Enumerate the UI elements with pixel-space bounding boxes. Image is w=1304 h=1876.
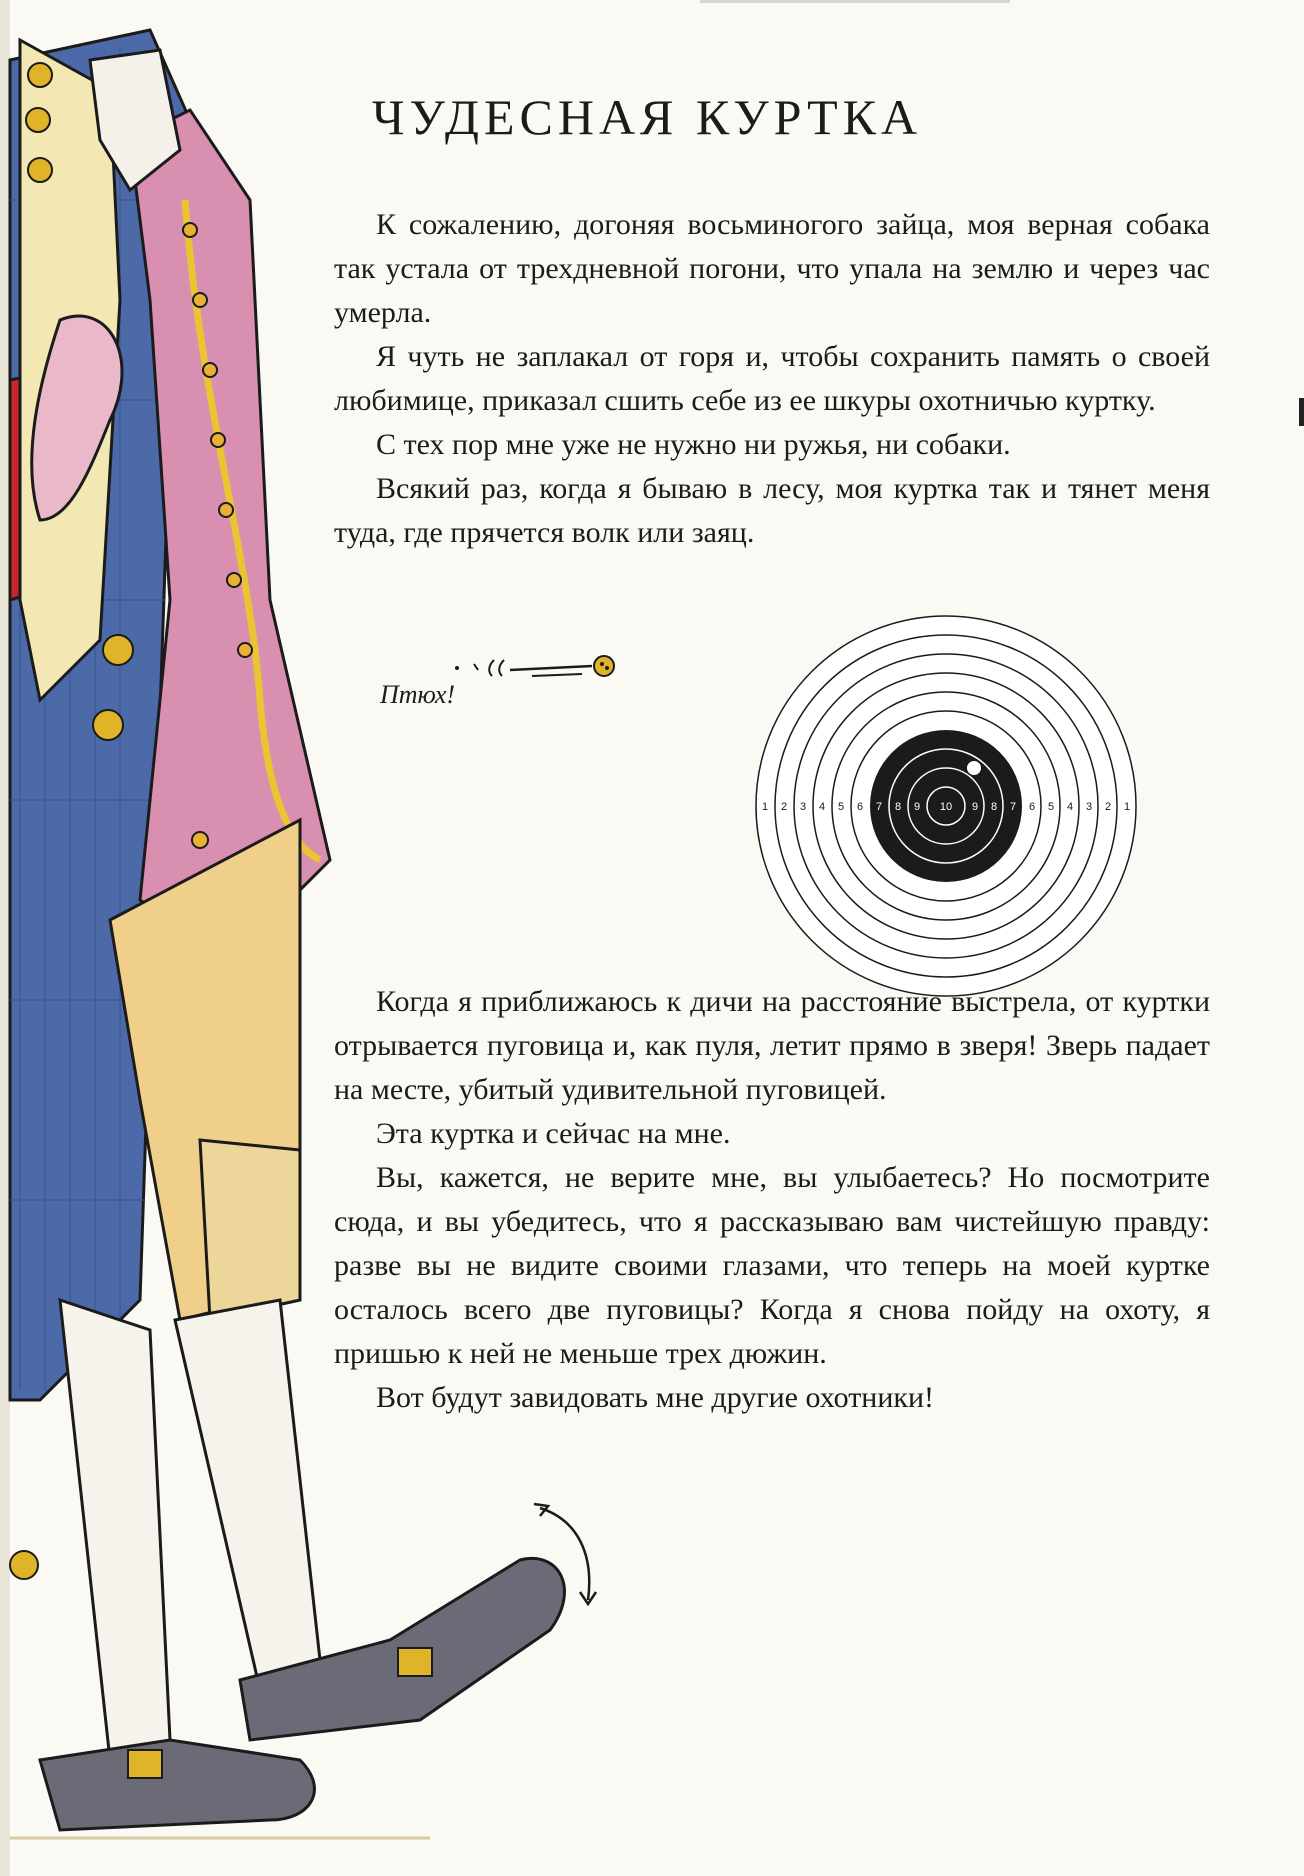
paragraph: К сожалению, догоняя восьминогого зайца, моя верная собака так устала от трехдневной погони, что упала на землю и через час умерла. — [334, 208, 1210, 329]
score-left: 8 — [894, 801, 902, 813]
score-right: 3 — [1085, 801, 1093, 813]
score-right: 1 — [1123, 801, 1131, 813]
score-right: 2 — [1104, 801, 1112, 813]
score-right: 5 — [1047, 801, 1055, 813]
score-center: 10 — [939, 801, 953, 813]
score-left: 6 — [856, 801, 864, 813]
paragraph: С тех пор мне уже не нужно ни ружья, ни собаки. — [376, 428, 1011, 461]
score-right: 6 — [1028, 801, 1036, 813]
story-text-top — [334, 203, 1210, 555]
paragraph: Всякий раз, когда я бываю в лесу, моя куртка так и тянет меня туда, где прячется волк или заяц. — [334, 472, 1210, 549]
score-right: 7 — [1009, 801, 1017, 813]
paragraph: Вот будут завидовать мне другие охотники! — [376, 1381, 935, 1414]
top-rule — [700, 0, 1010, 3]
score-left: 1 — [761, 801, 769, 813]
story-text-bottom — [334, 980, 1210, 1420]
score-right: 8 — [990, 801, 998, 813]
score-left: 4 — [818, 801, 826, 813]
score-left: 3 — [799, 801, 807, 813]
flying-button-icon — [452, 646, 622, 686]
score-left: 7 — [875, 801, 883, 813]
score-right: 4 — [1066, 801, 1074, 813]
motion-arrow-icon — [528, 1500, 608, 1610]
score-right: 9 — [971, 801, 979, 813]
sound-effect-label: Птюх! — [380, 680, 456, 709]
paragraph: Когда я приближаюсь к дичи на расстояние выстрела, от куртки отрывается пуговица и, как пуля, летит прямо в зверя! Зверь падает на месте, убитый удивительной пуговицей. — [334, 985, 1210, 1106]
paragraph: Эта куртка и сейчас на мне. — [376, 1117, 731, 1150]
page-title: ЧУДЕСНАЯ КУРТКА — [372, 89, 923, 145]
paragraph: Вы, кажется, не верите мне, вы улыбаетесь? Но посмотрите сюда, и вы убедитесь, что я рассказываю вам чистейшую правду: разве вы не видите своими глазами, что теперь на моей куртке осталось всего две пуговицы? Когда я снова пойду на охоту, я пришью к ней не меньше трех дюжин. — [334, 1161, 1210, 1370]
shooting-target — [752, 612, 1140, 1000]
score-left: 2 — [780, 801, 788, 813]
score-left: 5 — [837, 801, 845, 813]
page-edge-mark — [1299, 398, 1304, 426]
score-left: 9 — [913, 801, 921, 813]
paragraph: Я чуть не заплакал от горя и, чтобы сохранить память о своей любимице, приказал сшить себе из ее шкуры охотничью куртку. — [334, 340, 1210, 417]
